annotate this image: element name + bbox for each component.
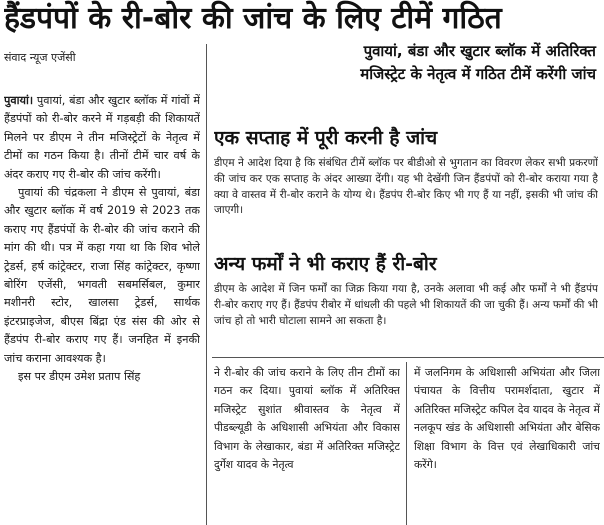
bottom-column-1: ने री-बोर की जांच कराने के लिए तीन टीमों का गठन कर दिया। पुवायां ब्लॉक में अतिरिक्त मजिस्ट्रेट सुशांत श्रीवास्तव के नेतृत्व में पीडब्ल्यूडी के अधिशासी अभियंता और विकास विभाग के लेखाकार, बंडा में अतिरिक्त मजिस्ट्रेट दुर्गेश यादव के नेतृत्व [214, 366, 400, 472]
byline: संवाद न्यूज एजेंसी [4, 51, 76, 64]
section-divider [212, 357, 604, 358]
section-1-body: डीएम ने आदेश दिया है कि संबंधित टीमें ब्लॉक पर बीडीओ से भुगतान का विवरण लेकर सभी प्रकरणों की जांच कर एक सप्ताह के अंदर आख्या देंगी। यह भी देखेंगी जिन हैंडपंपों को री-बोर कराया गया है क्या वे वास्तव में री-बोर कराने के योग्य थे। हैंडपंप री-बोर किए भी गए हैं या नहीं, इसकी भी जांच की जाएगी। [214, 157, 598, 217]
left-paragraph-2: पुवायां की चंद्रकला ने डीएम से पुवायां, बंडा और खुटार ब्लॉक में वर्ष 2019 से 2023 तक कराए गए हैंडपंपों के री-बोर की जांच कराने की मांग की थी। पत्र में कहा गया था कि शिव भोले ट्रेडर्स, हर्ष कांट्रेक्टर, राजा सिंह कांट्रेक्टर, कृष्णा बोरिंग एजेंसी, भगवती सबमर्सिबल, कुमार मशीनरी स्टोर, खालसा ट्रेडर्स, सार्थक इंटरप्राइजेज, बीएस बिंद्रा एंड संस की ओर से हैंडपंप री-बोर कराए गए हैं। जनहित में इनकी जांच कराना आवश्यक है। [4, 186, 200, 365]
subheadline-line-2: मजिस्ट्रेट के नेतृत्व में गठित टीमें करेंगी जांच [360, 65, 596, 83]
left-paragraph-3: इस पर डीएम उमेश प्रताप सिंह [18, 370, 141, 384]
section-1-heading: एक सप्ताह में पूरी करनी है जांच [214, 127, 438, 149]
section-2-heading: अन्य फर्मों ने भी कराए हैं री-बोर [214, 253, 437, 275]
headline: हैंडपंपों के री-बोर की जांच के लिए टीमें गठित [4, 1, 502, 36]
left-paragraph-1-text: पुवायां, बंडा और खुटार ब्लॉक में गांवों में हैंडपंपों को री-बोर करने में गड़बड़ी की शिकायतें मिलने पर डीएम ने तीन मजिस्ट्रेटों के नेतृत्व में टीमों का गठन किया है। तीनों टीमें चार वर्ष के अंदर कराए गए री-बोर की जांच करेंगी। [4, 94, 200, 181]
left-column [4, 92, 200, 525]
bottom-column-2: में जलनिगम के अधिशासी अभियंता और जिला पंचायत के वित्तीय परामर्शदाता, खुटार में अतिरिक्त मजिस्ट्रेट कपिल देव यादव के नेतृत्व में नलकूप खंड के अधिशासी अभियंता और बेसिक शिक्षा विभाग के वित्त एवं लेखाधिकारी जांच करेंगे। [414, 366, 600, 472]
subheadline [266, 40, 596, 86]
left-paragraph-1 [4, 92, 200, 184]
subheadline-line-1: पुवायां, बंडा और खुटार ब्लॉक में अतिरिक्त [363, 42, 596, 60]
column-divider-left [206, 44, 207, 525]
section-2-body: डीएम के आदेश में जिन फर्मों का जिक्र किया गया है, उनके अलावा भी कई और फर्मों ने भी हैंडपंप री-बोर कराए गए हैं। हैंडपंप रीबोर में धांधली की पहले भी शिकायतें की जा चुकी हैं। अन्य फर्मों की भी जांच हो तो भारी घोटाला सामने आ सकता है। [214, 283, 598, 327]
dateline: पुवायां। [4, 94, 34, 107]
column-divider-bottom [406, 362, 407, 525]
